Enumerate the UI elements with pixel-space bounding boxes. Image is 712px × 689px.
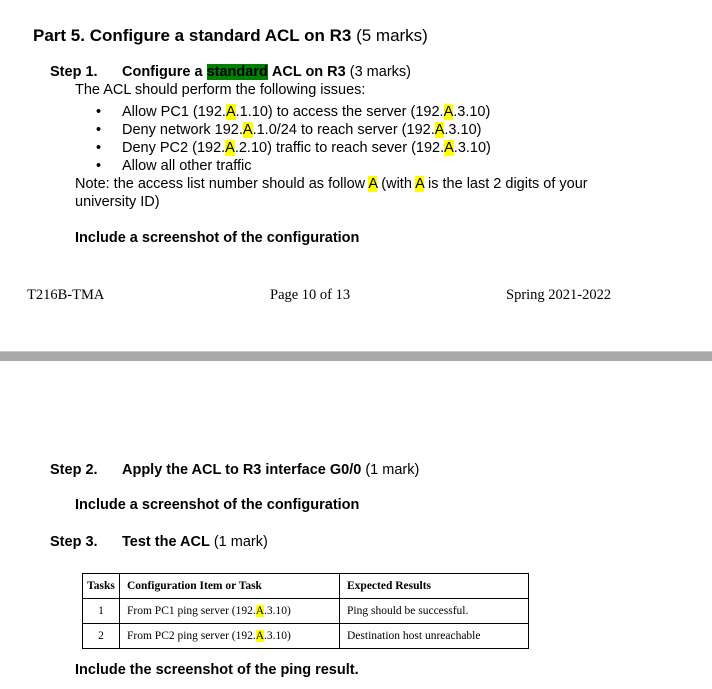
table-row [83,624,529,649]
configuration-item [120,599,340,624]
step-2-number: Step 2. [50,462,98,478]
list-item [96,121,491,139]
step-1-heading [50,64,411,80]
part-title [33,26,428,46]
bullet-text: Deny network 192. [122,122,243,138]
step-3-marks: (1 mark) [213,534,268,550]
list-item [96,139,491,157]
bullet-text: .2.10) traffic to reach sever (192. [234,140,445,156]
cell-text: From PC2 ping server (192. [127,630,256,642]
step-3-title: Test the ACL [122,534,210,550]
bullet-icon: • [96,104,102,120]
bullet-text: Allow all other traffic [122,158,252,174]
expected-result: Destination host unreachable [340,624,529,649]
note-text: Note: the access list number should as follow [75,176,369,192]
bullet-icon: • [96,122,102,138]
step-1-number: Step 1. [50,64,98,80]
include-screenshot-config-1: Include a screenshot of the configuration [75,230,360,246]
step-2-heading [50,462,419,478]
highlight: A [225,140,235,156]
table-header-row [83,574,529,599]
note-line-1 [75,176,588,192]
part-title-text: Part 5. Configure a standard ACL on R3 [33,26,352,45]
note-line-2: university ID) [75,194,160,210]
header-expected-results: Expected Results [340,574,529,599]
highlight: A [443,104,454,120]
note-text: (with [377,176,416,192]
header-tasks: Tasks [83,574,120,599]
highlight: A [434,122,445,138]
highlight: A [225,104,236,120]
note-text: is the last 2 digits of your [424,176,588,192]
configuration-item [120,624,340,649]
expected-result: Ping should be successful. [340,599,529,624]
step-3-heading [50,534,268,550]
bullet-text: .1.0/24 to reach server (192. [252,122,435,138]
step-1-title-highlight: standard [206,64,268,80]
header-configuration-item: Configuration Item or Task [120,574,340,599]
highlight: A [368,176,378,192]
acl-requirements-list [96,103,491,175]
task-number: 1 [83,599,120,624]
bullet-icon: • [96,158,102,174]
ping-test-table [82,573,529,649]
step-1-title-after: ACL on R3 [271,64,346,80]
step-3-number: Step 3. [50,534,98,550]
acl-intro: The ACL should perform the following issues: [75,82,366,98]
part-marks: (5 marks) [356,26,428,45]
include-screenshot-ping: Include the screenshot of the ping result. [75,662,359,678]
cell-text: .3.10) [264,630,291,642]
step-1-marks: (3 marks) [349,64,411,80]
highlight: A [255,605,265,617]
include-screenshot-config-2: Include a screenshot of the configuration [75,497,360,513]
bullet-text: .3.10) [453,104,491,120]
highlight: A [242,122,253,138]
highlight: A [255,630,265,642]
page-break [0,351,712,361]
bullet-text: .1.10) to access the server (192. [235,104,444,120]
step-2-marks: (1 mark) [365,462,420,478]
cell-text: From PC1 ping server (192. [127,605,256,617]
bullet-text: Deny PC2 (192. [122,140,226,156]
list-item [96,157,491,175]
table-row [83,599,529,624]
bullet-text: Allow PC1 (192. [122,104,226,120]
list-item [96,103,491,121]
bullet-text: .3.10) [444,122,482,138]
bullet-text: .3.10) [453,140,491,156]
task-number: 2 [83,624,120,649]
step-1-title-before: Configure a [122,64,203,80]
cell-text: .3.10) [264,605,291,617]
highlight: A [415,176,424,192]
highlight: A [444,140,454,156]
bullet-icon: • [96,140,102,156]
footer-page-number: Page 10 of 13 [270,287,351,303]
footer-semester: Spring 2021-2022 [506,287,612,303]
step-2-title: Apply the ACL to R3 interface G0/0 [122,462,362,478]
footer-course: T216B-TMA [27,287,105,303]
